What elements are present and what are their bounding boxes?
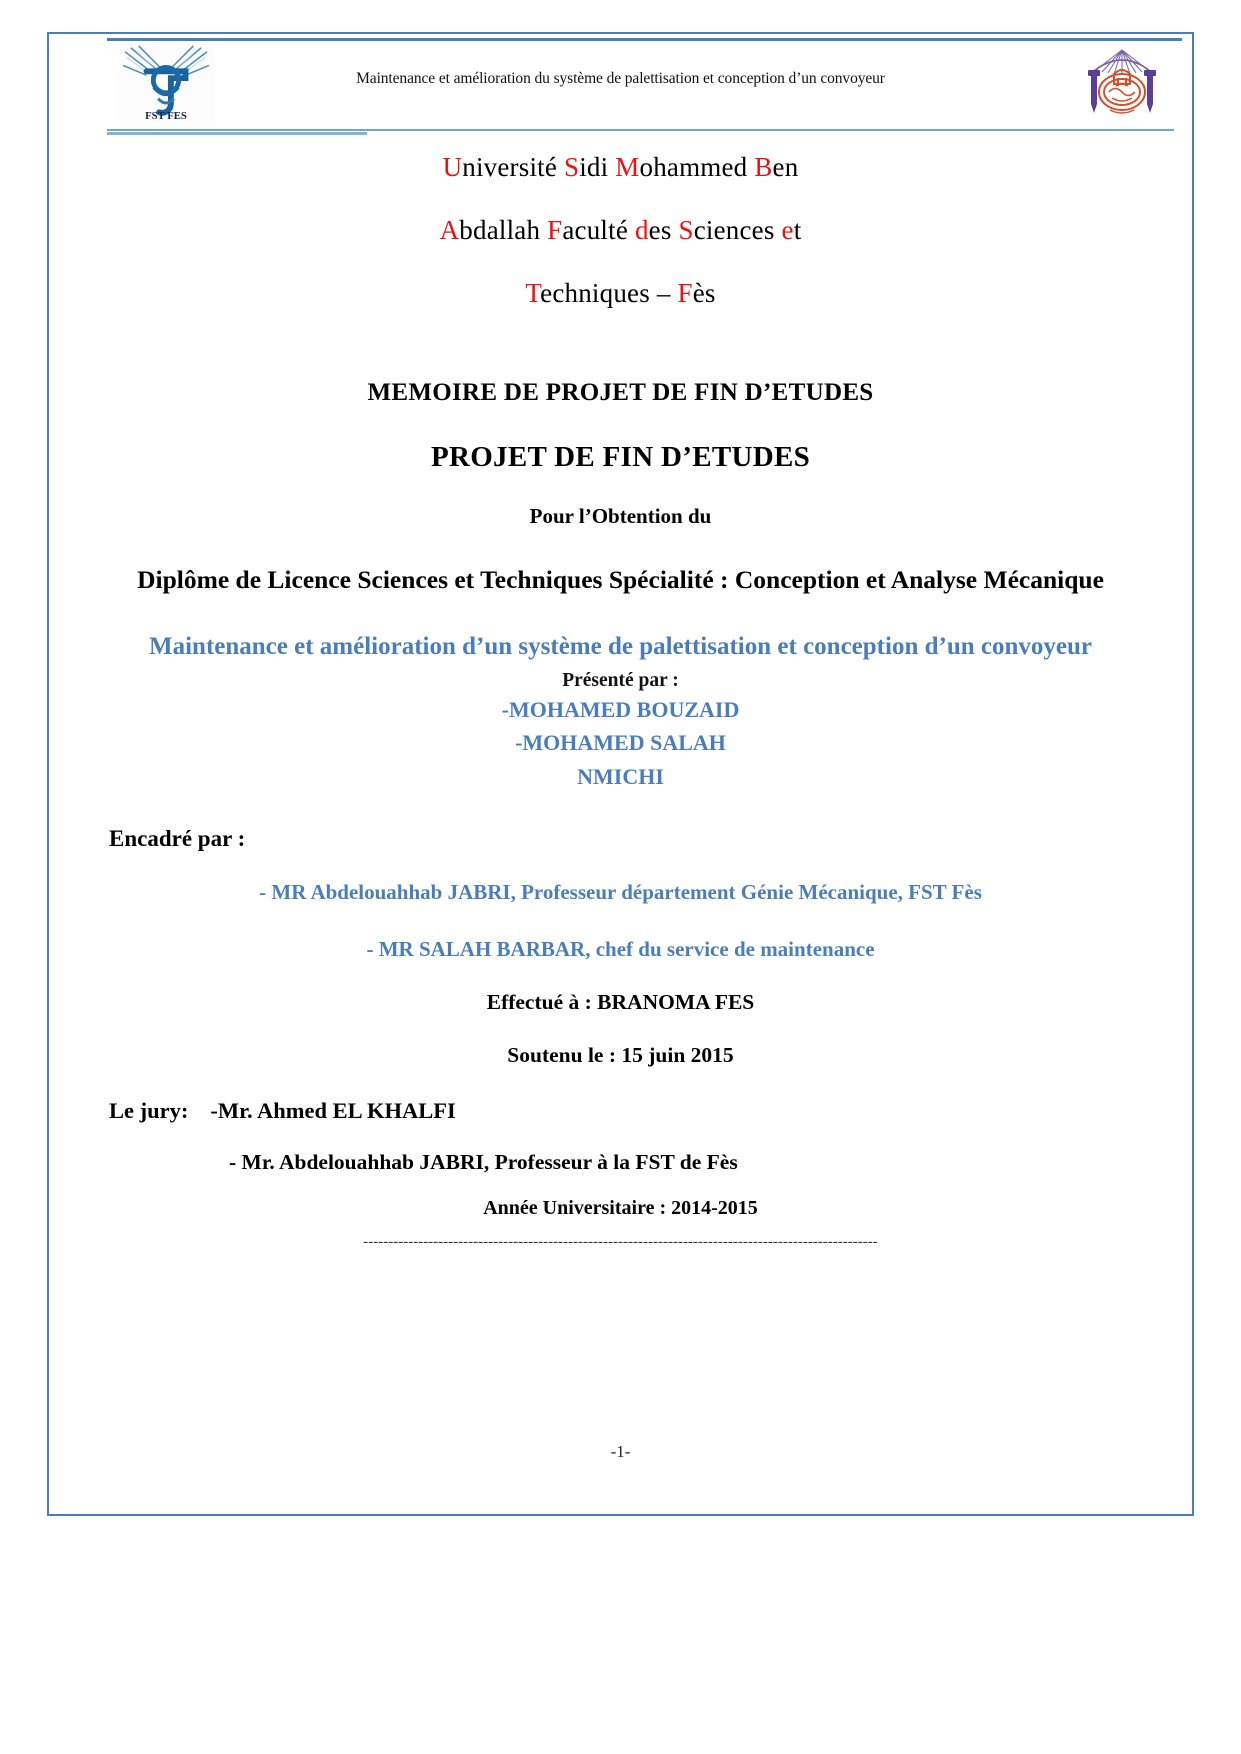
author-2-surname: NMICHI [577, 763, 664, 789]
jury-member-1: -Mr. Ahmed EL KHALFI [210, 1097, 456, 1123]
title-page-content [49, 126, 1192, 1251]
uni-l2-s7: ciences [693, 215, 782, 245]
uni-l2-s2: F [547, 215, 563, 245]
uni-l2-s5: es [648, 215, 679, 245]
soutenu-le-text: Soutenu le : 15 juin 2015 [507, 1042, 734, 1067]
uni-l2-s8: e [781, 215, 794, 245]
encadre-par-label: Encadré par : [109, 825, 246, 851]
jury-label: Le jury: [109, 1097, 189, 1123]
header-bottom-rule [107, 129, 1174, 131]
uni-l1-s4: M [615, 152, 640, 182]
uni-l1-s6: B [754, 152, 773, 182]
page-content-area [49, 34, 1192, 1514]
page-frame [47, 32, 1194, 1516]
effectue-a-text: Effectué à : BRANOMA FES [486, 989, 755, 1014]
annee-universitaire: Année Universitaire : 2014-2015 [483, 1196, 758, 1219]
dashed-separator: ------------------------------------------------------------------------------------------------------- [363, 1233, 878, 1250]
jury-row [101, 1098, 1140, 1124]
usmba-university-logo [1076, 40, 1168, 124]
author-2: -MOHAMED SALAH [515, 730, 726, 756]
header-top-rule [107, 38, 1182, 41]
uni-l2-s1: bdallah [459, 215, 548, 245]
uni-l3-s1: echniques – [540, 278, 678, 308]
uni-l3-s0: T [525, 278, 541, 308]
uni-l1-s5: ohammed [639, 152, 755, 182]
project-title: Maintenance et amélioration d’un système de palettisation et conception d’un convoyeur [149, 632, 1092, 660]
university-name-line-2 [101, 217, 1140, 244]
uni-l2-s4: d [634, 215, 649, 245]
presente-par-label: Présenté par : [562, 670, 679, 692]
uni-l3-s2: F [677, 278, 693, 308]
uni-l2-s9: t [793, 215, 802, 245]
uni-l1-s3: idi [579, 152, 616, 182]
university-name-line-1 [101, 154, 1140, 181]
uni-l2-s6: S [678, 215, 694, 245]
uni-l2-s0: A [439, 215, 460, 245]
uni-l1-s0: U [442, 152, 463, 182]
pour-obtention-text: Pour l’Obtention du [529, 504, 712, 528]
pfe-heading: PROJET DE FIN D’ETUDES [430, 441, 811, 473]
supervisor-2: - MR SALAH BARBAR, chef du service de maintenance [366, 936, 875, 961]
page-number: -1- [610, 1442, 631, 1461]
author-1: -MOHAMED BOUZAID [501, 697, 740, 723]
university-name-line-3 [101, 280, 1140, 307]
page-header [59, 34, 1182, 126]
uni-l3-s3: ès [692, 278, 716, 308]
fst-fes-logo-caption: FST FES [145, 110, 187, 123]
uni-l1-s1: niversité [462, 152, 564, 182]
supervisor-1: - MR Abdelouahhab JABRI, Professeur département Génie Mécanique, FST Fès [259, 879, 982, 904]
uni-l2-s3: aculté [562, 215, 635, 245]
memoire-heading: MEMOIRE DE PROJET DE FIN D’ETUDES [367, 379, 874, 406]
jury-member-2: - Mr. Abdelouahhab JABRI, Professeur à la FST de Fès [229, 1149, 738, 1174]
diplome-text: Diplôme de Licence Sciences et Techniques Spécialité : Conception et Analyse Mécanique [137, 565, 1104, 594]
uni-l1-s7: en [772, 152, 799, 182]
uni-l1-s2: S [564, 152, 580, 182]
header-running-title: Maintenance et amélioration du système de palettisation et conception d’un convoyeur [356, 70, 885, 87]
header-bottom-rule-accent [107, 132, 367, 135]
